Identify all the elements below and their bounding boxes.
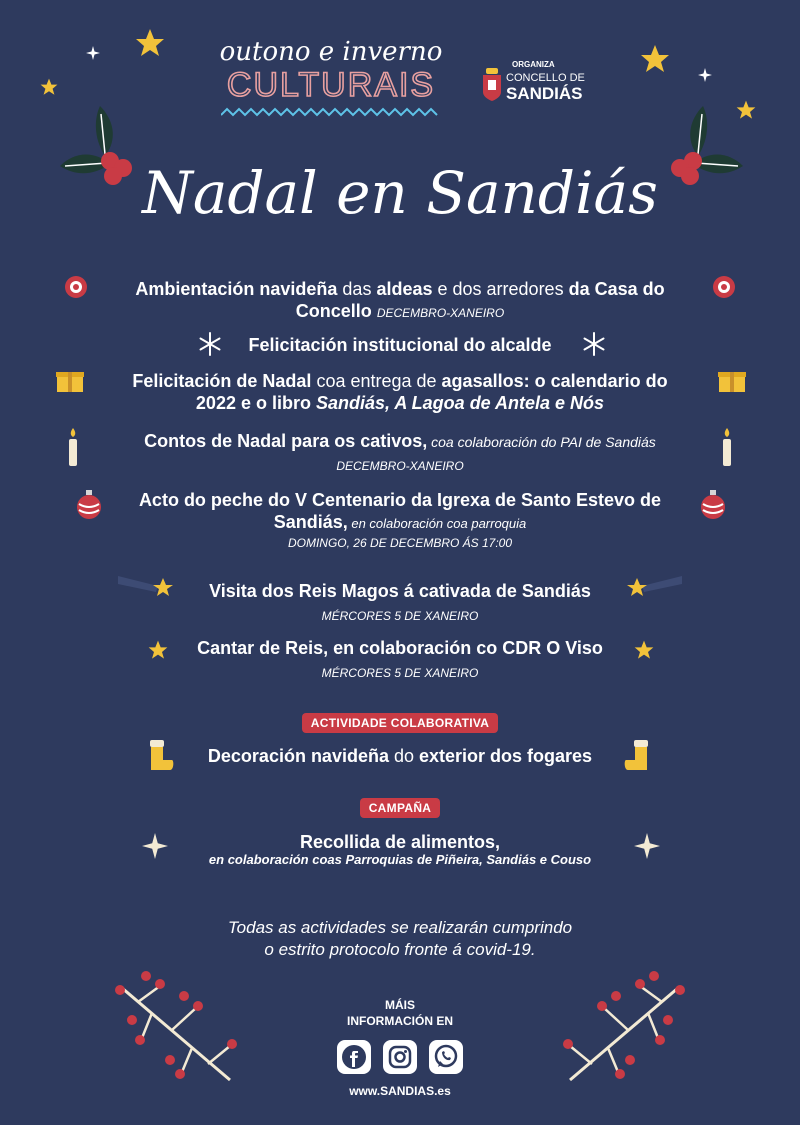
event-7-date: MÉRCORES 5 DE XANEIRO bbox=[321, 666, 479, 680]
event-8-b1: Decoración navideña bbox=[207, 746, 389, 766]
org-line1: CONCELLO DE bbox=[506, 72, 585, 84]
instagram-link[interactable] bbox=[383, 1040, 417, 1074]
info-line-2: INFORMACIÓN EN bbox=[347, 1014, 453, 1028]
instagram-icon bbox=[383, 1040, 417, 1074]
event-5-b1: Acto do peche do V Centenario da Igrexa de Santo Estevo de bbox=[138, 490, 662, 510]
page-title: Nadal en Sandiás bbox=[142, 159, 658, 227]
facebook-link[interactable] bbox=[337, 1040, 371, 1074]
event-2: Felicitación institucional do alcalde bbox=[248, 335, 552, 355]
badge-row-1 bbox=[0, 713, 800, 733]
event-1-date: DECEMBRO-XANEIRO bbox=[376, 306, 505, 320]
whatsapp-icon bbox=[429, 1040, 463, 1074]
badge-row-2 bbox=[0, 798, 800, 818]
event-1-t1: das bbox=[337, 279, 377, 299]
brand-top: outono e inverno bbox=[219, 37, 443, 67]
event-4-b1: Contos de Nadal para os cativos, bbox=[144, 431, 428, 451]
event-5-b2: Sandiás, bbox=[273, 512, 348, 532]
event-1-b1: Ambientación navideña bbox=[135, 279, 338, 299]
event-1-b2: aldeas bbox=[376, 279, 433, 299]
website-link[interactable]: www.SANDIAS.es bbox=[349, 1084, 451, 1098]
event-8-t1: do bbox=[388, 746, 420, 766]
event-9: Recollida de alimentos, bbox=[299, 832, 501, 852]
org-line2: SANDIÁS bbox=[506, 84, 583, 103]
event-6-date: MÉRCORES 5 DE XANEIRO bbox=[321, 609, 479, 623]
event-4 bbox=[0, 430, 800, 453]
badge-campaign: CAMPAÑA bbox=[360, 798, 441, 818]
event-4-date: DECEMBRO-XANEIRO bbox=[336, 459, 464, 473]
event-8 bbox=[0, 745, 800, 767]
star-icon bbox=[135, 28, 165, 58]
brand-main: CULTURAIS bbox=[226, 66, 436, 104]
event-3-t1: coa entrega de bbox=[311, 371, 442, 391]
event-3-b1: Felicitación de Nadal bbox=[132, 371, 312, 391]
event-1 bbox=[0, 278, 800, 324]
star-icon bbox=[640, 44, 670, 74]
event-6: Visita dos Reis Magos á cativada de Sandiás bbox=[209, 581, 591, 601]
organiza-label: ORGANIZA bbox=[512, 60, 555, 69]
star-icon bbox=[40, 78, 58, 96]
note-line-1: Todas as actividades se realizarán cumprindo bbox=[227, 918, 573, 937]
sparkle-icon bbox=[86, 46, 100, 60]
event-9-detail: en colaboración coas Parroquias de Piñeira, Sandiás e Couso bbox=[208, 852, 592, 867]
event-5 bbox=[0, 489, 800, 535]
event-4-i1: coa colaboración do PAI de Sandiás bbox=[427, 434, 656, 450]
event-3 bbox=[0, 370, 800, 414]
event-3-b3: 2022 e o libro bbox=[195, 393, 316, 413]
event-7: Cantar de Reis, en colaboración co CDR O Viso bbox=[197, 638, 603, 658]
event-8-b2: exterior dos fogares bbox=[419, 746, 593, 766]
social-links bbox=[0, 1040, 800, 1074]
info-line-1: MÁIS bbox=[385, 998, 415, 1012]
brand-logo bbox=[218, 38, 444, 122]
event-3-i1: Sandiás, A Lagoa de Antela e Nós bbox=[315, 393, 605, 413]
badge-collaborative: ACTIVIDADE COLABORATIVA bbox=[302, 713, 498, 733]
event-5-date: DOMINGO, 26 DE DECEMBRO ÁS 17:00 bbox=[287, 536, 513, 550]
note-line-2: o estrito protocolo fronte á covid-19. bbox=[264, 940, 536, 959]
event-3-b2: agasallos: o calendario do bbox=[441, 371, 668, 391]
facebook-icon bbox=[337, 1040, 371, 1074]
whatsapp-link[interactable] bbox=[429, 1040, 463, 1074]
event-5-i1: en colaboración coa parroquia bbox=[347, 516, 527, 531]
crest-icon bbox=[482, 68, 502, 102]
sparkle-icon bbox=[698, 68, 712, 82]
wave-divider bbox=[221, 107, 441, 117]
event-1-b4: Concello bbox=[295, 301, 372, 321]
event-1-t2: e dos arredores bbox=[432, 279, 569, 299]
event-1-b3: da Casa do bbox=[568, 279, 665, 299]
